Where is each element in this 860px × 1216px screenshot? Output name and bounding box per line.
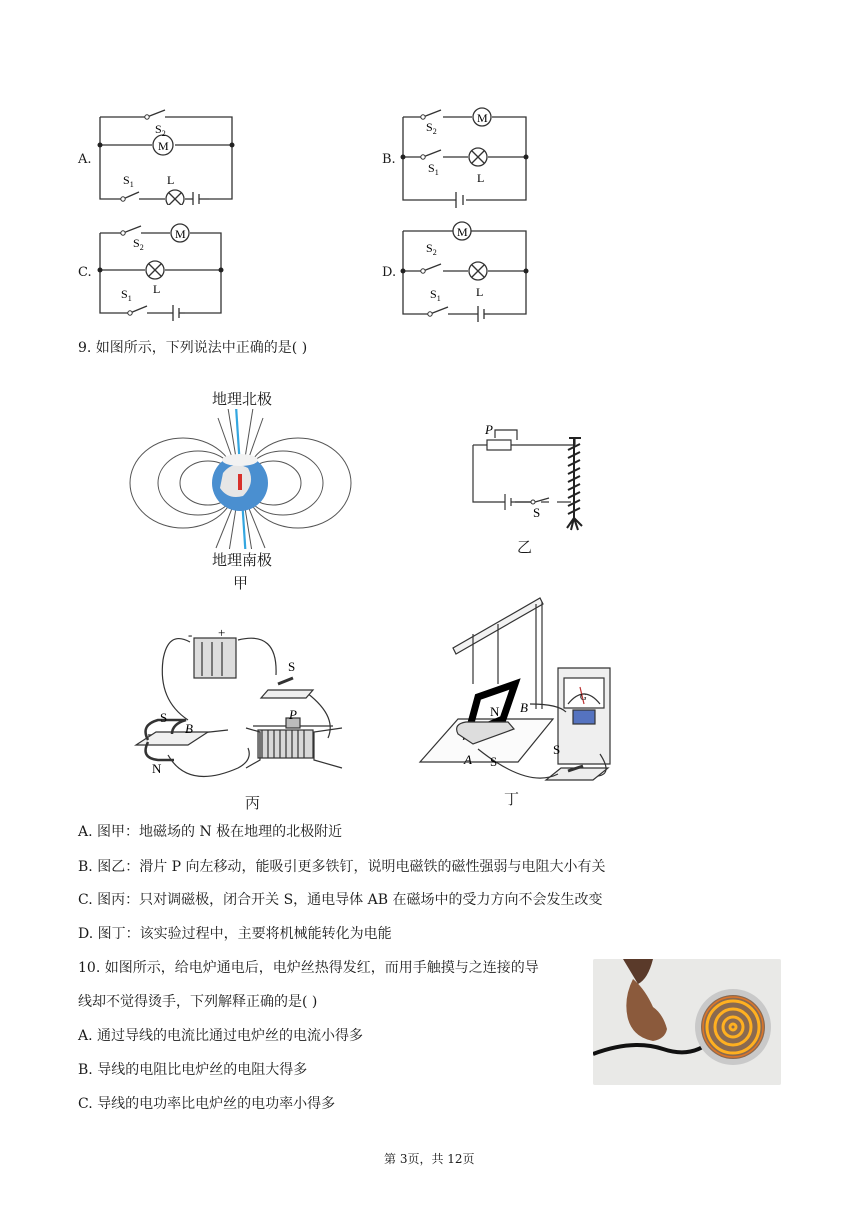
- switch-s2-label: S: [426, 120, 433, 134]
- label-geographic-north: 地理北极: [212, 390, 273, 408]
- svg-text:S1: $S_1$: [430, 287, 441, 303]
- earth-magnetic-field-figure: [128, 388, 353, 558]
- figure-caption-jia: 甲: [233, 574, 249, 592]
- lamp-label: L: [167, 173, 175, 187]
- page-footer: 第 3页，共 12页: [384, 1152, 475, 1166]
- question-10-stem-line1: 10. 如图所示，给电炉通电后，电炉丝热得发红，而用手触摸与之连接的导: [78, 960, 539, 976]
- svg-text:S2: $S_2$: [155, 122, 166, 138]
- motor-label: M: [175, 227, 186, 241]
- option-letter-a: A.: [78, 152, 92, 167]
- svg-text:S1: $S_1$: [121, 287, 132, 303]
- motor-experiment-figure: [128, 620, 353, 785]
- electric-stove-illustration: [593, 959, 781, 1085]
- label-geographic-south: 地理南极: [212, 551, 273, 569]
- switch-s2-label: S: [133, 236, 140, 250]
- slider-label-p: P: [289, 707, 297, 722]
- switch-s1-label: S: [430, 287, 437, 301]
- electric-stove-photo: [593, 959, 781, 1085]
- figure-bing: [128, 620, 353, 810]
- svg-text:S2: $S_2$: [133, 236, 144, 252]
- conductor-label-b: B: [185, 721, 193, 736]
- conductor-label-b: B: [520, 700, 528, 715]
- battery-minus: -: [188, 627, 193, 642]
- magnet-label-n: N: [490, 704, 500, 719]
- slider-label-p: P: [485, 422, 493, 437]
- switch-s2-label: S: [155, 122, 162, 136]
- electromagnet-circuit-figure: [465, 418, 605, 533]
- battery-plus: +: [218, 625, 226, 640]
- question-9-stem: 9. 如图所示，下列说法中正确的是( ): [78, 340, 308, 356]
- motor-label: M: [158, 139, 169, 153]
- motor-label: M: [457, 225, 468, 239]
- svg-text:S2: $S_2$: [426, 120, 437, 136]
- figure-caption-ding: 丁: [504, 790, 520, 808]
- question-9-option-d: D. 图丁：该实验过程中，主要将机械能转化为电能: [78, 926, 392, 942]
- switch-s1-label: S: [428, 161, 435, 175]
- question-9-option-a: A. 图甲：地磁场的 N 极在地理的北极附近: [78, 824, 343, 840]
- svg-text:S1: $S_1$: [428, 161, 439, 177]
- circuit-diagram-a: [95, 100, 240, 205]
- svg-text:S1: $S_1$: [123, 173, 134, 189]
- option-letter-c: C.: [78, 265, 92, 280]
- lamp-label: L: [476, 285, 484, 299]
- switch-s1-label: S: [121, 287, 128, 301]
- question-10-option-a: A. 通过导线的电流比通过电炉丝的电流小得多: [78, 1028, 364, 1044]
- switch-label-s: S: [533, 505, 541, 520]
- option-letter-d: D.: [382, 265, 397, 280]
- generator-experiment-figure: [418, 584, 618, 784]
- question-10-stem-line2: 线却不觉得烫手，下列解释正确的是( ): [78, 994, 318, 1010]
- question-10-option-b: B. 导线的电阻比电炉丝的电阻大得多: [78, 1062, 308, 1078]
- figure-caption-yi: 乙: [517, 538, 533, 556]
- lamp-label: L: [477, 171, 485, 185]
- figure-caption-bing: 丙: [245, 794, 261, 812]
- question-9-option-b: B. 图乙：滑片 P 向左移动，能吸引更多铁钉，说明电磁铁的磁性强弱与电阻大小有关: [78, 859, 606, 875]
- lamp-label: L: [153, 282, 161, 296]
- switch-label-s: S: [553, 742, 561, 757]
- conductor-label-a: A: [464, 752, 472, 767]
- galvanometer-label: G: [580, 692, 587, 702]
- circuit-diagram-b: [398, 100, 533, 210]
- option-letter-b: B.: [382, 152, 396, 167]
- figure-jia: [128, 388, 353, 593]
- switch-s2-label: S: [426, 241, 433, 255]
- svg-text:S2: $S_2$: [426, 241, 437, 257]
- magnet-label-s: S: [160, 710, 168, 725]
- figure-yi: [465, 418, 605, 558]
- motor-label: M: [477, 111, 488, 125]
- switch-label-s: S: [288, 659, 296, 674]
- question-9-option-c: C. 图丙：只对调磁极，闭合开关 S，通电导体 AB 在磁场中的受力方向不会发生改变: [78, 892, 603, 908]
- circuit-diagram-c: [95, 216, 230, 326]
- circuit-diagram-d: [398, 214, 533, 326]
- magnet-label-n: N: [152, 761, 162, 776]
- switch-s1-label: S: [123, 173, 130, 187]
- figure-ding: [418, 584, 618, 814]
- question-10-option-c: C. 导线的电功率比电炉丝的电功率小得多: [78, 1096, 336, 1112]
- magnet-label-s: S: [490, 754, 498, 769]
